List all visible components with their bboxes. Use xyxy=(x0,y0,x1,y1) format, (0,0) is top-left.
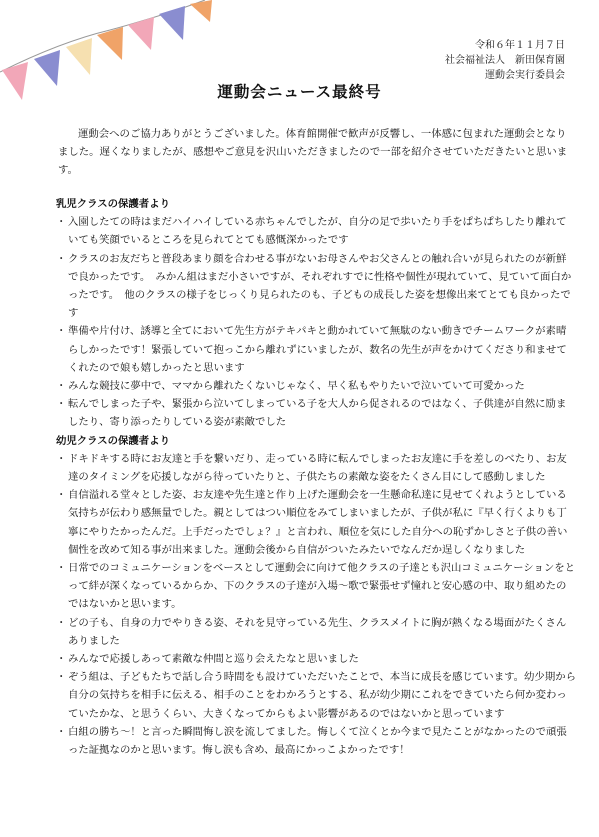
feedback-item xyxy=(56,377,576,395)
feedback-item xyxy=(56,322,576,377)
feedback-item xyxy=(56,250,576,323)
bullet-mark: ・ xyxy=(56,671,67,684)
feedback-item xyxy=(56,723,576,759)
feedback-text: どの子も、自身の力でやりきる姿、それを見守っている先生、クラスメイトに胸が熱くなる場面がたくさんありました xyxy=(68,616,567,647)
issue-date: 令和６年１１月７日 xyxy=(475,40,565,51)
feedback-item xyxy=(56,650,576,668)
bullet-mark: ・ xyxy=(56,216,67,229)
feedback-text: 準備や片付け、誘導と全てにおいて先生方がテキパキと動かれていて無駄のない動きでチームワークが素晴らしかったです！緊張していて抱っこから離れずにいましたが、数名の先生が声をかけてくださり和ませてくれたので娘も嬉しかったと思います xyxy=(68,325,567,374)
feedback-item xyxy=(56,213,576,249)
bullet-mark: ・ xyxy=(56,452,67,465)
feedback-text: ドキドキする時にお友達と手を繋いだり、走っている時に転んでしまったお友達に手を差しのべたり、お友達のタイミングを応援しながら待っていたりと、子供たちの素敵な姿をたくさん目にして感動しました xyxy=(68,452,567,484)
bullet-mark: ・ xyxy=(56,252,67,265)
bunting-flag xyxy=(190,0,212,22)
feedback-text: 日常でのコミュニケーションをベースとして運動会に向けて他クラスの子達とも沢山コミュニケーションをとって絆が深くなっているからか、下のクラスの子達が入場～歌で緊張せず憧れと安心感の中、取り組めたのではないかと思います。 xyxy=(68,562,576,611)
bunting-flag xyxy=(128,17,154,50)
bullet-mark: ・ xyxy=(56,489,67,502)
bullet-mark: ・ xyxy=(56,325,67,338)
bullet-mark: ・ xyxy=(56,725,67,738)
bunting-flag xyxy=(159,6,185,40)
organization-name: 社会福祉法人 新田保育園 xyxy=(445,55,565,66)
feedback-text: 自信溢れる堂々とした姿、お友達や先生達と作り上げた運動会を一生懸命私達に見せてくれようとしている気持ちが伝わり感無量でした。親としてはつい順位をみてしまいましたが、子供が私に『早く行くよりも丁寧にやりたかったんだ。上手だったでしょ？』と言われ、順位を気にした自分への恥ずかしさと子供の善い個性を改めて知る事が出来ました。運動会後から自信がついたみたいでなんだか逞しくなりました xyxy=(68,489,568,556)
feedback-item xyxy=(56,668,576,723)
feedback-text: 白組の勝ち～！と言った瞬間悔し涙を流してました。悔しくて泣くとか今まで見たことがなかったので頑張った証拠なのかと思います。悔し涙も含め、最高にかっこよかったです！ xyxy=(68,725,567,757)
bullet-mark: ・ xyxy=(56,653,67,666)
feedback-text: 入園したての時はまだハイハイしている赤ちゃんでしたが、自分の足で歩いたり手をぱちぱちしたり離れていても笑顔でいるところを見られてとても感慨深かったです xyxy=(68,216,567,247)
feedback-item xyxy=(56,559,576,614)
feedback-text: みんなで応援しあって素敵な仲間と巡り会えたなと思いました xyxy=(68,653,359,666)
feedback-item xyxy=(56,486,576,559)
bullet-mark: ・ xyxy=(56,616,67,629)
feedback-text: ぞう組は、子どもたちで話し合う時間をも設けていただいたことで、本当に成長を感じています。幼少期から自分の気持ちを相手に伝える、相手のことをわかろうとする、私が幼少期にこれをできていたら何か変わっていたかな、と思うくらい、大きくなってからもよい影響があるのではないかと思っています xyxy=(68,671,576,720)
section-heading: 乳児クラスの保護者より xyxy=(56,198,170,210)
bunting-flag xyxy=(66,38,92,75)
bullet-mark: ・ xyxy=(56,562,67,575)
feedback-item xyxy=(56,450,576,486)
section-heading: 幼児クラスの保護者より xyxy=(56,434,170,447)
feedback-content xyxy=(56,195,576,759)
feedback-text: みんな競技に夢中で、ママから離れたくないじゃなく、早く私もやりたいで泣いていて可愛かった xyxy=(68,380,525,393)
bullet-mark: ・ xyxy=(56,398,67,411)
intro-paragraph: 運動会へのご協力ありがとうございました。体育館開催で歓声が反響し、一体感に包まれた運動会となりました。遅くなりましたが、感想やご意見を沢山いただきましたので一部を紹介させていただきたいと思います。 xyxy=(58,128,568,177)
page-title: 運動会ニュース最終号 xyxy=(217,83,382,101)
committee-name: 運動会実行委員会 xyxy=(485,70,565,81)
bullet-mark: ・ xyxy=(56,380,67,393)
letter-meta xyxy=(445,38,565,83)
feedback-text: クラスのお友だちと普段あまり顔を合わせる事がないお母さんやお父さんとの触れ合いが見られたのが新鮮で良かったです。 みかん組はまだ小さいですが、それぞれすでに性格や個性が現れていて、見ていて面白かったです。 他のクラスの様子をじっくり見られたのも、子どもの成長した姿を想像出来てとても良かったです xyxy=(68,252,572,320)
feedback-item xyxy=(56,395,576,431)
feedback-item xyxy=(56,614,576,650)
feedback-text: 転んでしまった子や、緊張から泣いてしまっている子を大人から促されるのではなく、子供達が自然に励ましたり、寄り添ったりしている姿が素敵でした xyxy=(68,398,567,429)
